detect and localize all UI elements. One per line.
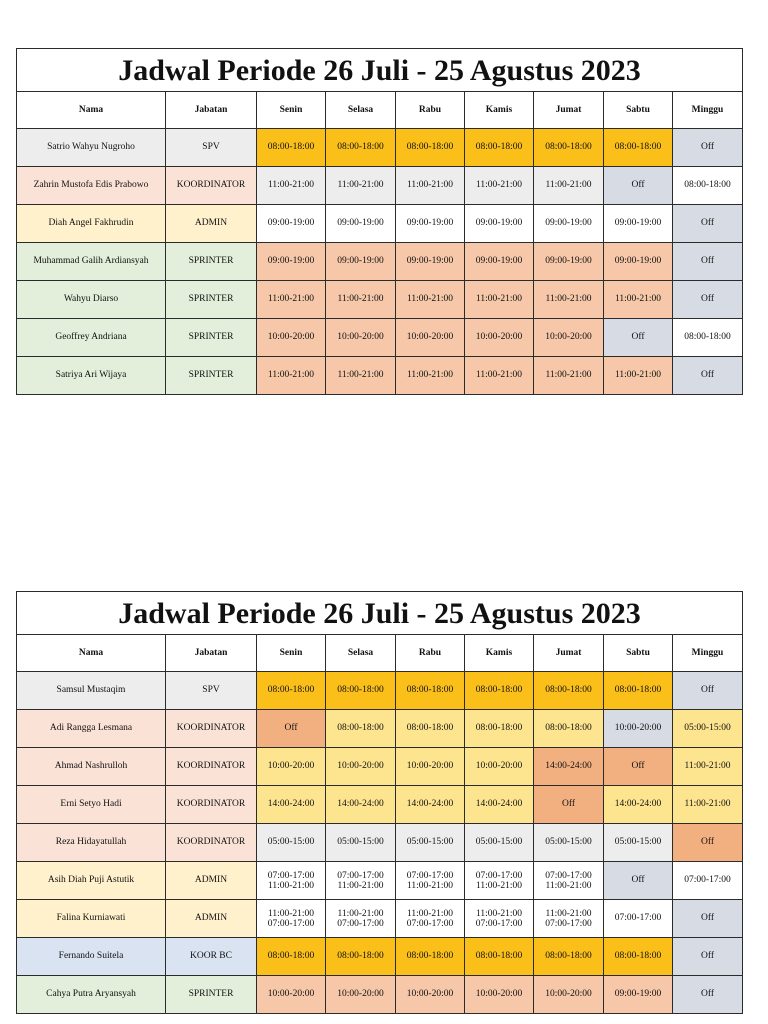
table-row: [17, 319, 743, 357]
column-header: Senin: [257, 635, 326, 672]
header-row: [17, 635, 743, 672]
employee-name: Ahmad Nashrulloh: [17, 748, 166, 786]
employee-position: KOORDINATOR: [166, 824, 257, 862]
employee-name: Satriya Ari Wijaya: [17, 357, 166, 395]
shift-cell: Off: [673, 357, 743, 395]
shift-cell: 10:00-20:00: [257, 748, 326, 786]
table-row: [17, 672, 743, 710]
employee-position: SPRINTER: [166, 243, 257, 281]
shift-cell: 10:00-20:00: [257, 319, 326, 357]
column-header: Selasa: [326, 92, 396, 129]
shift-cell: 08:00-18:00: [465, 710, 534, 748]
table-row: [17, 205, 743, 243]
table-row: [17, 900, 743, 938]
column-header: Kamis: [465, 92, 534, 129]
shift-cell: 11:00-21:00 07:00-17:00: [465, 900, 534, 938]
shift-cell: 10:00-20:00: [465, 748, 534, 786]
table-row: [17, 976, 743, 1014]
shift-cell: 11:00-21:00 07:00-17:00: [326, 900, 396, 938]
shift-cell: 09:00-19:00: [465, 205, 534, 243]
shift-cell: 07:00-17:00 11:00-21:00: [534, 862, 604, 900]
shift-cell: 11:00-21:00: [396, 281, 465, 319]
shift-cell: 11:00-21:00: [396, 357, 465, 395]
shift-cell: Off: [673, 900, 743, 938]
shift-cell: 10:00-20:00: [604, 710, 673, 748]
shift-cell: 10:00-20:00: [326, 748, 396, 786]
employee-name: Samsul Mustaqim: [17, 672, 166, 710]
shift-cell: 08:00-18:00: [396, 938, 465, 976]
shift-cell: 05:00-15:00: [604, 824, 673, 862]
employee-position: SPRINTER: [166, 319, 257, 357]
shift-cell: 10:00-20:00: [396, 976, 465, 1014]
schedule-title: Jadwal Periode 26 Juli - 25 Agustus 2023: [17, 49, 743, 92]
shift-cell: 11:00-21:00: [465, 281, 534, 319]
shift-cell: 08:00-18:00: [604, 129, 673, 167]
employee-name: Wahyu Diarso: [17, 281, 166, 319]
shift-cell: 11:00-21:00: [534, 357, 604, 395]
employee-name: Diah Angel Fakhrudin: [17, 205, 166, 243]
column-header: Jabatan: [166, 635, 257, 672]
shift-cell: 14:00-24:00: [465, 786, 534, 824]
shift-cell: Off: [604, 319, 673, 357]
shift-cell: 10:00-20:00: [465, 319, 534, 357]
employee-name: Fernando Suitela: [17, 938, 166, 976]
shift-cell: Off: [673, 976, 743, 1014]
table-row: [17, 357, 743, 395]
shift-cell: 05:00-15:00: [465, 824, 534, 862]
shift-cell: 05:00-15:00: [534, 824, 604, 862]
shift-cell: 11:00-21:00: [326, 357, 396, 395]
shift-cell: 05:00-15:00: [326, 824, 396, 862]
employee-position: ADMIN: [166, 862, 257, 900]
schedule-table-2: [16, 591, 743, 1014]
shift-cell: 10:00-20:00: [257, 976, 326, 1014]
table-row: [17, 862, 743, 900]
shift-cell: 05:00-15:00: [257, 824, 326, 862]
shift-cell: 08:00-18:00: [326, 129, 396, 167]
shift-cell: Off: [604, 167, 673, 205]
employee-name: Satrio Wahyu Nugroho: [17, 129, 166, 167]
shift-cell: 08:00-18:00: [604, 938, 673, 976]
shift-cell: 08:00-18:00: [257, 129, 326, 167]
shift-cell: Off: [604, 748, 673, 786]
column-header: Nama: [17, 92, 166, 129]
shift-cell: 10:00-20:00: [326, 319, 396, 357]
column-header: Jabatan: [166, 92, 257, 129]
shift-cell: 08:00-18:00: [396, 710, 465, 748]
table-row: [17, 167, 743, 205]
column-header: Sabtu: [604, 92, 673, 129]
shift-cell: 09:00-19:00: [326, 243, 396, 281]
shift-cell: 14:00-24:00: [326, 786, 396, 824]
shift-cell: 11:00-21:00: [257, 167, 326, 205]
shift-cell: Off: [673, 205, 743, 243]
table-row: [17, 748, 743, 786]
shift-cell: 14:00-24:00: [396, 786, 465, 824]
shift-cell: 09:00-19:00: [257, 243, 326, 281]
employee-position: KOORDINATOR: [166, 167, 257, 205]
shift-cell: 10:00-20:00: [465, 976, 534, 1014]
table-row: [17, 129, 743, 167]
table-row: [17, 786, 743, 824]
employee-position: SPV: [166, 672, 257, 710]
shift-cell: 11:00-21:00: [257, 357, 326, 395]
shift-cell: 08:00-18:00: [465, 129, 534, 167]
shift-cell: 11:00-21:00 07:00-17:00: [257, 900, 326, 938]
shift-cell: 08:00-18:00: [257, 938, 326, 976]
shift-cell: 08:00-18:00: [604, 672, 673, 710]
shift-cell: 07:00-17:00 11:00-21:00: [326, 862, 396, 900]
employee-name: Geoffrey Andriana: [17, 319, 166, 357]
employee-position: SPV: [166, 129, 257, 167]
shift-cell: 14:00-24:00: [604, 786, 673, 824]
column-header: Rabu: [396, 92, 465, 129]
shift-cell: 09:00-19:00: [604, 976, 673, 1014]
employee-position: SPRINTER: [166, 976, 257, 1014]
shift-cell: 14:00-24:00: [257, 786, 326, 824]
column-header: Selasa: [326, 635, 396, 672]
employee-name: Muhammad Galih Ardiansyah: [17, 243, 166, 281]
shift-cell: Off: [673, 281, 743, 319]
shift-cell: 08:00-18:00: [326, 710, 396, 748]
shift-cell: 10:00-20:00: [396, 748, 465, 786]
shift-cell: Off: [673, 243, 743, 281]
employee-position: SPRINTER: [166, 281, 257, 319]
shift-cell: 08:00-18:00: [534, 710, 604, 748]
shift-cell: Off: [673, 824, 743, 862]
shift-cell: 10:00-20:00: [534, 319, 604, 357]
shift-cell: 09:00-19:00: [604, 243, 673, 281]
shift-cell: 11:00-21:00: [534, 281, 604, 319]
shift-cell: 07:00-17:00 11:00-21:00: [396, 862, 465, 900]
shift-cell: 09:00-19:00: [396, 243, 465, 281]
shift-cell: 05:00-15:00: [673, 710, 743, 748]
table-row: [17, 938, 743, 976]
shift-cell: 08:00-18:00: [534, 938, 604, 976]
shift-cell: 09:00-19:00: [326, 205, 396, 243]
shift-cell: 10:00-20:00: [326, 976, 396, 1014]
shift-cell: 09:00-19:00: [534, 243, 604, 281]
shift-cell: 07:00-17:00 11:00-21:00: [465, 862, 534, 900]
table-row: [17, 243, 743, 281]
shift-cell: 11:00-21:00: [604, 357, 673, 395]
employee-position: KOOR BC: [166, 938, 257, 976]
shift-cell: 05:00-15:00: [396, 824, 465, 862]
column-header: Sabtu: [604, 635, 673, 672]
shift-cell: 08:00-18:00: [396, 672, 465, 710]
shift-cell: Off: [673, 938, 743, 976]
shift-cell: 09:00-19:00: [465, 243, 534, 281]
column-header: Nama: [17, 635, 166, 672]
shift-cell: 08:00-18:00: [465, 938, 534, 976]
shift-cell: 08:00-18:00: [673, 319, 743, 357]
table-row: [17, 824, 743, 862]
schedule-table-1: [16, 48, 743, 395]
employee-position: KOORDINATOR: [166, 748, 257, 786]
shift-cell: 08:00-18:00: [257, 672, 326, 710]
shift-cell: 07:00-17:00: [673, 862, 743, 900]
employee-position: KOORDINATOR: [166, 710, 257, 748]
shift-cell: 10:00-20:00: [534, 976, 604, 1014]
shift-cell: 08:00-18:00: [534, 129, 604, 167]
shift-cell: 11:00-21:00: [326, 167, 396, 205]
employee-name: Adi Rangga Lesmana: [17, 710, 166, 748]
column-header: Jumat: [534, 92, 604, 129]
shift-cell: 11:00-21:00: [534, 167, 604, 205]
shift-cell: Off: [673, 672, 743, 710]
shift-cell: 08:00-18:00: [396, 129, 465, 167]
shift-cell: Off: [604, 862, 673, 900]
shift-cell: 11:00-21:00: [604, 281, 673, 319]
column-header: Kamis: [465, 635, 534, 672]
shift-cell: Off: [534, 786, 604, 824]
shift-cell: 11:00-21:00 07:00-17:00: [396, 900, 465, 938]
employee-name: Reza Hidayatullah: [17, 824, 166, 862]
shift-cell: 09:00-19:00: [396, 205, 465, 243]
table-row: [17, 710, 743, 748]
employee-position: SPRINTER: [166, 357, 257, 395]
shift-cell: Off: [673, 129, 743, 167]
header-row: [17, 92, 743, 129]
employee-name: Zahrin Mustofa Edis Prabowo: [17, 167, 166, 205]
shift-cell: 09:00-19:00: [604, 205, 673, 243]
column-header: Senin: [257, 92, 326, 129]
shift-cell: 08:00-18:00: [326, 938, 396, 976]
employee-name: Cahya Putra Aryansyah: [17, 976, 166, 1014]
shift-cell: 14:00-24:00: [534, 748, 604, 786]
shift-cell: 11:00-21:00: [673, 786, 743, 824]
shift-cell: 11:00-21:00: [396, 167, 465, 205]
shift-cell: 11:00-21:00: [465, 167, 534, 205]
table-row: [17, 281, 743, 319]
shift-cell: 08:00-18:00: [465, 672, 534, 710]
employee-name: Falina Kurniawati: [17, 900, 166, 938]
employee-position: KOORDINATOR: [166, 786, 257, 824]
shift-cell: 11:00-21:00: [326, 281, 396, 319]
shift-cell: 07:00-17:00: [604, 900, 673, 938]
column-header: Jumat: [534, 635, 604, 672]
shift-cell: 09:00-19:00: [534, 205, 604, 243]
shift-cell: 07:00-17:00 11:00-21:00: [257, 862, 326, 900]
shift-cell: 11:00-21:00: [465, 357, 534, 395]
schedule-title: Jadwal Periode 26 Juli - 25 Agustus 2023: [17, 592, 743, 635]
shift-cell: 10:00-20:00: [396, 319, 465, 357]
employee-position: ADMIN: [166, 205, 257, 243]
shift-cell: 08:00-18:00: [326, 672, 396, 710]
shift-cell: Off: [257, 710, 326, 748]
column-header: Rabu: [396, 635, 465, 672]
shift-cell: 11:00-21:00: [673, 748, 743, 786]
employee-name: Asih Diah Puji Astutik: [17, 862, 166, 900]
column-header: Minggu: [673, 635, 743, 672]
shift-cell: 08:00-18:00: [673, 167, 743, 205]
shift-cell: 08:00-18:00: [534, 672, 604, 710]
shift-cell: 11:00-21:00 07:00-17:00: [534, 900, 604, 938]
employee-position: ADMIN: [166, 900, 257, 938]
shift-cell: 09:00-19:00: [257, 205, 326, 243]
employee-name: Erni Setyo Hadi: [17, 786, 166, 824]
shift-cell: 11:00-21:00: [257, 281, 326, 319]
column-header: Minggu: [673, 92, 743, 129]
